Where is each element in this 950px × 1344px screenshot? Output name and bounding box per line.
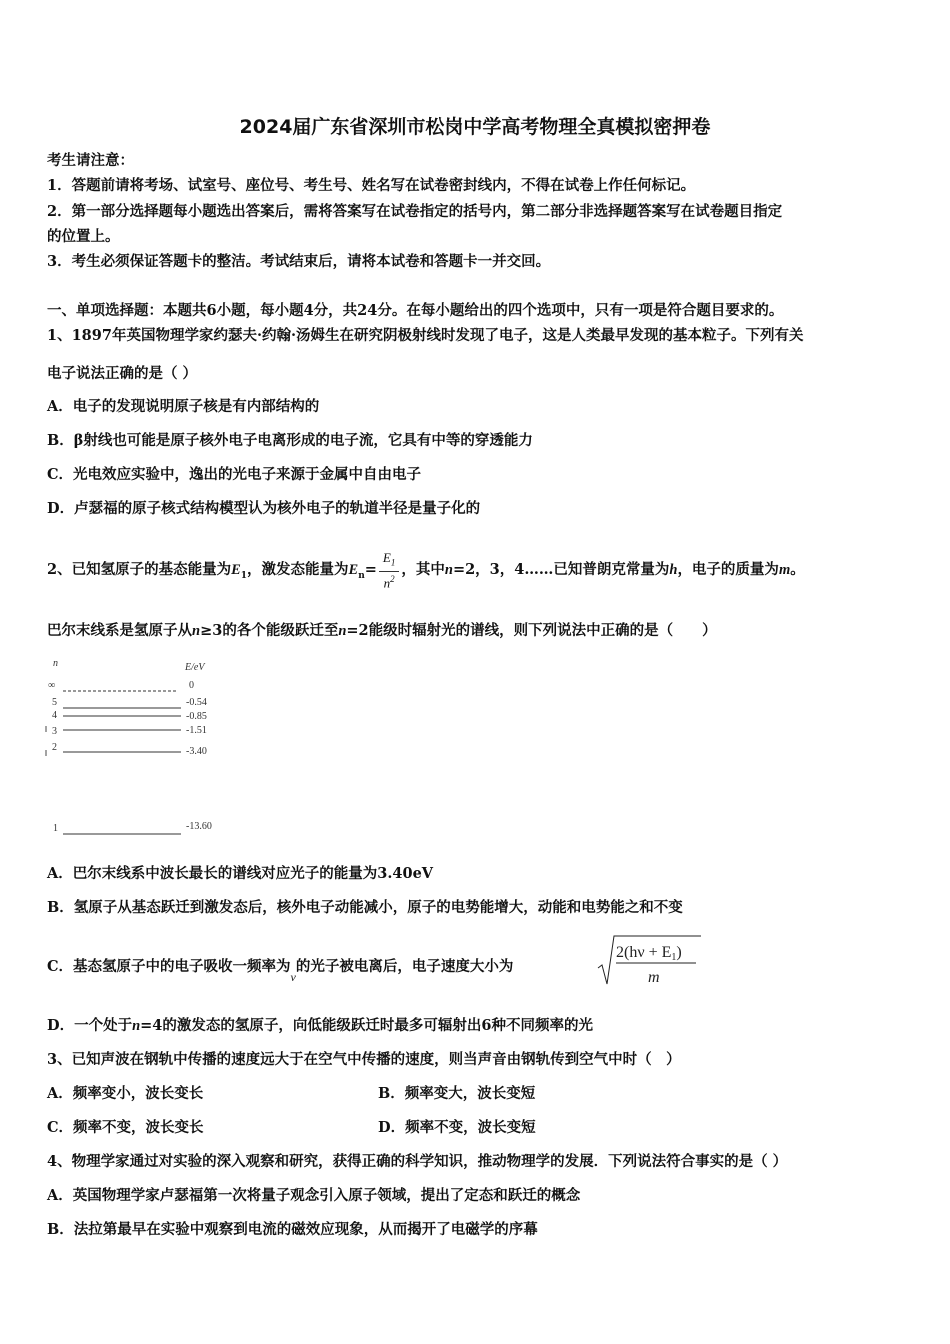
q3-option-a: A．频率变小，波长变长 <box>47 1085 204 1102</box>
level-n-5: 5 <box>52 697 57 708</box>
energy-fraction: $\frac{E_1}{n^2}$ <box>379 550 399 590</box>
q1-stem-line1: 1、1897年英国物理学家约瑟夫·约翰·汤姆生在研究阴极射线时发现了电子，这是人类最早发现的基本粒子。下列有关 <box>47 327 804 344</box>
level-n-4: 4 <box>52 710 57 721</box>
notice-heading: 考生请注意： <box>47 152 134 169</box>
n-axis-label: n <box>53 658 58 669</box>
q3-option-d: D．频率不变，波长变短 <box>378 1119 536 1136</box>
level-e-inf: 0 <box>189 680 194 691</box>
q2-option-d: D．一个处于n=4的激发态的氢原子，向低能级跃迁时最多可辐射出6种不同频率的光 <box>47 1017 593 1034</box>
q2-option-b: B．氢原子从基态跃迁到激发态后，核外电子动能减小，原子的电势能增大，动能和电势能之和不变 <box>47 899 683 916</box>
energy-level-diagram <box>45 656 245 846</box>
notice-item-3: 3．考生必须保证答题卡的整洁。考试结束后，请将本试卷和答题卡一并交回。 <box>47 253 551 270</box>
level-n-1: 1 <box>53 823 58 834</box>
level-e-1: -13.60 <box>186 821 212 832</box>
notice-item-2: 2．第一部分选择题每小题选出答案后，需将答案写在试卷指定的括号内，第二部分非选择题答案写在试卷题目指定 <box>47 203 783 220</box>
q2-stem-line1: 2、已知氢原子的基态能量为$E_1$，激发态能量为$E_n=$ $\frac{E_1}{n^2}$ ，其中n=2，3，4……已知普朗克常量为h，电子的质量为m。 <box>47 550 805 590</box>
q2-stem-line2: 巴尔末线系是氢原子从n≥3的各个能级跃迁至n=2能级时辐射光的谱线，则下列说法中正确的是（ ） <box>47 622 717 639</box>
energy-axis-label: E/eV <box>185 662 205 673</box>
level-e-5: -0.54 <box>186 697 207 708</box>
section-heading: 一、单项选择题：本题共6小题，每小题4分，共24分。在每小题给出的四个选项中，只有一项是符合题目要求的。 <box>47 302 784 319</box>
q4-option-a: A．英国物理学家卢瑟福第一次将量子观念引入原子领域，提出了定态和跃迁的概念 <box>47 1187 581 1204</box>
level-e-3: -1.51 <box>186 725 207 736</box>
level-n-3: 3 <box>52 726 57 737</box>
q4-option-b: B．法拉第最早在实验中观察到电流的磁效应现象，从而揭开了电磁学的序幕 <box>47 1221 538 1238</box>
q3-option-c: C．频率不变，波长变长 <box>47 1119 204 1136</box>
level-e-4: -0.85 <box>186 711 207 722</box>
level-n-2: 2 <box>52 742 57 753</box>
q1-stem-line2: 电子说法正确的是（ ） <box>47 365 198 382</box>
q1-option-a: A．电子的发现说明原子核是有内部结构的 <box>47 398 320 415</box>
page-title: 2024届广东省深圳市松岗中学高考物理全真模拟密押卷 <box>239 116 711 138</box>
notice-item-2-cont: 的位置上。 <box>47 228 120 245</box>
q1-option-b: B．β射线也可能是原子核外电子电离形成的电子流，它具有中等的穿透能力 <box>47 432 533 449</box>
speed-sqrt-formula <box>596 932 706 988</box>
q4-stem: 4、物理学家通过对实验的深入观察和研究，获得正确的科学知识，推动物理学的发展．下列说法符合事实的是（ ） <box>47 1153 788 1170</box>
q3-option-b: B．频率变大，波长变短 <box>378 1085 536 1102</box>
q1-option-c: C．光电效应实验中，逸出的光电子来源于金属中自由电子 <box>47 466 422 483</box>
sqrt-denominator: m <box>648 969 660 986</box>
q1-option-d: D．卢瑟福的原子核式结构模型认为核外电子的轨道半径是量子化的 <box>47 500 481 517</box>
notice-item-1: 1．答题前请将考场、试室号、座位号、考生号、姓名写在试卷密封线内，不得在试卷上作任何标记。 <box>47 177 696 194</box>
level-n-inf: ∞ <box>48 680 56 691</box>
q3-stem: 3、已知声波在钢轨中传播的速度远大于在空气中传播的速度，则当声音由钢轨传到空气中时（ ） <box>47 1051 681 1068</box>
level-e-2: -3.40 <box>186 746 207 757</box>
sqrt-numerator: 2(hν + E1) <box>616 944 682 963</box>
q2-option-c: C．基态氢原子中的电子吸收一频率为$_\nu$的光子被电离后，电子速度大小为 <box>47 958 514 984</box>
q2-option-a: A．巴尔末线系中波长最长的谱线对应光子的能量为3.40eV <box>47 865 434 882</box>
